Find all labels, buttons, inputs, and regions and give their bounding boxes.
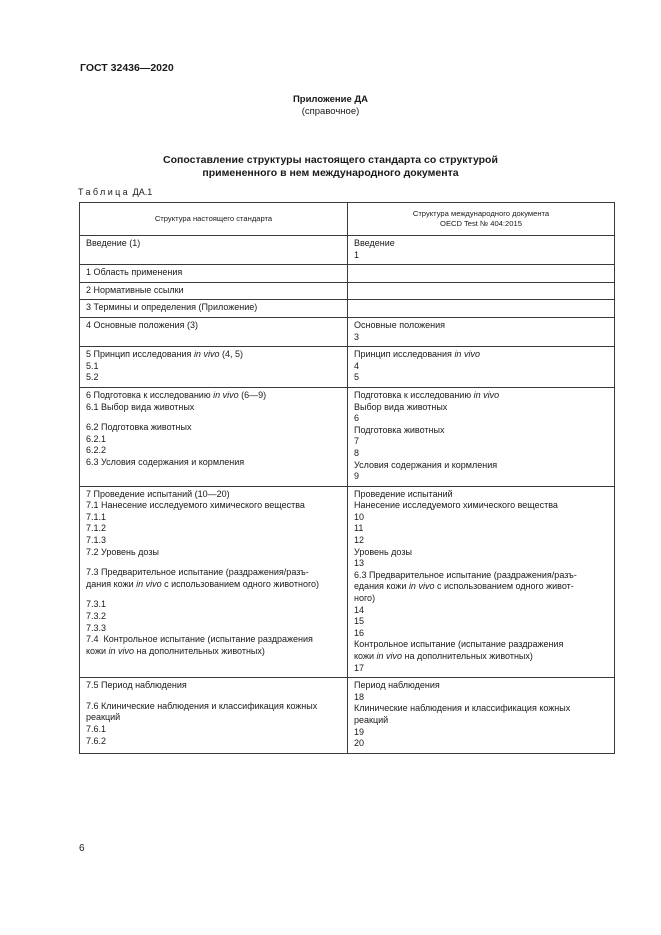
cell-line [354, 361, 608, 373]
table-caption-prefix: Таблица [78, 187, 131, 197]
cell-text: 7.6 Клинические наблюдения и классификация кожных [86, 700, 318, 711]
cell-line [354, 535, 608, 547]
cell-text: 7.6.2 [86, 735, 107, 746]
cell-text: 7.1.3 [86, 535, 107, 546]
cell-line [86, 680, 341, 692]
cell-text: 10 [354, 511, 365, 522]
cell-line [86, 238, 341, 250]
cell-line [86, 267, 341, 279]
cell-text: реакций [354, 714, 389, 725]
cell-text: 8 [354, 447, 360, 458]
cell-text: 6 [354, 413, 360, 424]
cell-line [86, 579, 341, 591]
cell-line [354, 570, 608, 582]
cell-international-structure [348, 265, 615, 283]
table-row [80, 678, 615, 754]
cell-line [354, 448, 608, 460]
cell-text: 5.2 [86, 372, 99, 383]
cell-standard-structure [80, 282, 348, 300]
cell-international-structure [348, 282, 615, 300]
cell-text: 17 [354, 662, 365, 673]
cell-text: Введение [354, 238, 395, 248]
cell-text: кожи [86, 645, 109, 656]
cell-text: Контрольное испытание (испытание раздражения [354, 639, 564, 650]
cell-text: на дополнительных животных) [134, 645, 265, 656]
cell-text: 14 [354, 604, 365, 615]
appendix-title: Приложение ДА [292, 94, 369, 105]
document-title-line-2: примененного в нем международного документа [202, 167, 459, 179]
appendix-subtitle: (справочное) [301, 106, 360, 117]
cell-line [354, 680, 608, 692]
cell-line [354, 349, 608, 361]
table-row [80, 387, 615, 486]
cell-text: 5 [354, 372, 360, 383]
cell-line [86, 390, 341, 402]
cell-text: 7.3.3 [86, 622, 107, 633]
cell-text: 2 Нормативные ссылки [86, 284, 184, 295]
cell-line [86, 361, 341, 373]
line-spacer [86, 692, 341, 701]
cell-international-structure [348, 347, 615, 388]
cell-line [354, 436, 608, 448]
column-header-international-line-2: OECD Test № 404:2015 [440, 218, 522, 228]
table-row [80, 265, 615, 283]
cell-line [354, 547, 608, 559]
cell-line [354, 628, 608, 640]
cell-text: 6.2 Подготовка животных [86, 422, 192, 433]
cell-text: 7.4 Контрольное испытание (испытание раздражения [86, 634, 313, 645]
document-title-line-1: Сопоставление структуры настоящего стандарта со структурой [163, 154, 498, 166]
cell-text: 7.1.2 [86, 523, 107, 534]
cell-line [354, 238, 608, 250]
cell-line [86, 302, 341, 314]
cell-text: 6.1 Выбор вида животных [86, 401, 195, 412]
cell-text: 12 [354, 535, 365, 546]
cell-text: Подготовка животных [354, 424, 445, 435]
cell-text: Принцип исследования [354, 349, 455, 360]
cell-line [86, 349, 341, 361]
table-caption-id: ДА.1 [132, 187, 153, 197]
cell-line [86, 457, 341, 469]
cell-text: 13 [354, 558, 365, 569]
cell-text: Период наблюдения [354, 680, 440, 691]
italic-term: in vivo [376, 651, 403, 661]
cell-text: 18 [354, 691, 365, 702]
cell-international-structure [348, 236, 615, 265]
cell-text: 4 [354, 360, 360, 371]
cell-line [86, 512, 341, 524]
cell-line [354, 651, 608, 663]
cell-text: на дополнительных животных) [402, 651, 533, 661]
cell-text: кожи [354, 651, 377, 661]
cell-standard-structure [80, 486, 348, 678]
cell-line [86, 567, 341, 579]
cell-text: 7.3.2 [86, 611, 107, 622]
line-spacer [86, 590, 341, 599]
table-row [80, 347, 615, 388]
line-spacer [86, 558, 341, 567]
cell-text: 11 [354, 523, 364, 534]
cell-text: с использованием одного живот- [434, 581, 574, 592]
cell-international-structure [348, 387, 615, 486]
appendix-heading [0, 94, 661, 118]
cell-line [86, 422, 341, 434]
cell-text: Выбор вида животных [354, 401, 448, 412]
cell-text: Нанесение исследуемого химического вещества [354, 500, 558, 511]
cell-text: 7.5 Период наблюдения [86, 680, 187, 691]
cell-line [86, 611, 341, 623]
cell-text: 7.1.1 [86, 511, 107, 522]
cell-text: 6.3 Условия содержания и кормления [86, 456, 245, 467]
table-row [80, 317, 615, 346]
cell-text: 7.3 Предварительное испытание (раздражения/разъ- [86, 567, 309, 578]
cell-line [86, 489, 341, 501]
cell-line [354, 413, 608, 425]
cell-text: 6.2.1 [86, 433, 107, 444]
table-row [80, 486, 615, 678]
cell-line [354, 616, 608, 628]
cell-line [354, 581, 608, 593]
cell-line [86, 372, 341, 384]
table-row [80, 282, 615, 300]
cell-text: 6.2.2 [86, 445, 107, 456]
table-row [80, 300, 615, 318]
cell-line [354, 738, 608, 750]
cell-line [354, 320, 608, 332]
cell-text: 3 [354, 331, 360, 342]
cell-line [354, 425, 608, 437]
cell-text: едания кожи [354, 581, 409, 592]
cell-line [354, 727, 608, 739]
cell-text: 6.3 Предварительное испытание (раздражения/разъ- [354, 569, 577, 580]
cell-line [354, 390, 608, 402]
standard-number: ГОСТ 32436—2020 [80, 62, 174, 74]
italic-term: in vivo [108, 645, 135, 656]
cell-line [354, 332, 608, 344]
cell-text: реакций [86, 712, 121, 723]
table-row [80, 236, 615, 265]
cell-line [354, 250, 608, 262]
cell-text: Подготовка к исследованию [354, 389, 474, 400]
cell-international-structure [348, 300, 615, 318]
cell-text: 15 [354, 616, 365, 627]
cell-text: 7.1 Нанесение исследуемого химического вещества [86, 500, 305, 511]
cell-text: 6 Подготовка к исследованию [86, 389, 214, 400]
italic-term: in vivo [408, 581, 435, 592]
cell-standard-structure [80, 347, 348, 388]
cell-text: Введение (1) [86, 238, 141, 248]
cell-international-structure [348, 678, 615, 754]
cell-text: 5.1 [86, 360, 99, 371]
cell-line [86, 623, 341, 635]
cell-text: (4, 5) [219, 349, 243, 360]
cell-line [86, 599, 341, 611]
cell-line [86, 712, 341, 724]
cell-text: ного) [354, 593, 376, 604]
cell-text: 7.2 Уровень дозы [86, 546, 159, 557]
cell-line [354, 692, 608, 704]
line-spacer [86, 413, 341, 422]
column-header-standard [80, 203, 348, 236]
cell-text: 1 [354, 249, 360, 260]
cell-line [354, 460, 608, 472]
cell-text: с использованием одного животного) [161, 578, 320, 589]
cell-text: 1 Область применения [86, 267, 183, 278]
cell-line [354, 593, 608, 605]
cell-text: (6—9) [238, 389, 267, 400]
cell-line [86, 445, 341, 457]
table-header-row [80, 203, 615, 236]
italic-term: in vivo [136, 578, 162, 589]
cell-text: 7.3.1 [86, 599, 107, 610]
cell-line [86, 535, 341, 547]
cell-line [86, 724, 341, 736]
cell-line [86, 646, 341, 658]
cell-line [354, 663, 608, 675]
italic-term: in vivo [213, 389, 239, 400]
cell-international-structure [348, 486, 615, 678]
cell-text: 4 Основные положения (3) [86, 319, 199, 330]
cell-text: Уровень дозы [354, 546, 412, 557]
column-header-international-line-1: Структура международного документа [412, 208, 550, 218]
cell-standard-structure [80, 236, 348, 265]
cell-text: Основные положения [354, 319, 446, 330]
cell-standard-structure [80, 387, 348, 486]
cell-text: Условия содержания и кормления [354, 459, 498, 470]
cell-line [354, 639, 608, 651]
cell-standard-structure [80, 317, 348, 346]
cell-text: 19 [354, 726, 365, 737]
italic-term: in vivo [473, 389, 500, 400]
cell-line [354, 715, 608, 727]
italic-term: in vivo [193, 349, 220, 360]
cell-line [354, 500, 608, 512]
cell-text: 16 [354, 627, 365, 638]
cell-standard-structure [80, 678, 348, 754]
cell-line [354, 512, 608, 524]
cell-text: 7 [354, 436, 360, 447]
cell-line [354, 523, 608, 535]
cell-line [354, 402, 608, 414]
cell-line [354, 703, 608, 715]
cell-text: 5 Принцип исследования [86, 349, 194, 360]
document-title [0, 154, 661, 180]
cell-line [86, 523, 341, 535]
cell-text: Клинические наблюдения и классификация кожных [354, 703, 571, 714]
cell-international-structure [348, 317, 615, 346]
cell-line [86, 547, 341, 559]
cell-text: 7 Проведение испытаний (10—20) [86, 488, 230, 499]
cell-line [354, 489, 608, 501]
cell-line [354, 605, 608, 617]
cell-line [86, 320, 341, 332]
cell-standard-structure [80, 265, 348, 283]
cell-line [86, 402, 341, 414]
cell-standard-structure [80, 300, 348, 318]
page-number: 6 [79, 843, 85, 854]
cell-line [86, 736, 341, 748]
cell-line [86, 500, 341, 512]
cell-text: дания кожи [86, 578, 137, 589]
cell-line [86, 285, 341, 297]
cell-text: Проведение испытаний [354, 488, 453, 499]
cell-line [354, 471, 608, 483]
cell-line [354, 558, 608, 570]
cell-line [86, 701, 341, 713]
cell-text: 7.6.1 [86, 723, 107, 734]
cell-line [354, 372, 608, 384]
column-header-standard-label: Структура настоящего стандарта [154, 213, 273, 223]
italic-term: in vivo [454, 349, 480, 360]
table-caption [78, 187, 152, 197]
cell-text: 20 [354, 738, 365, 749]
cell-line [86, 434, 341, 446]
comparison-table [79, 202, 615, 754]
cell-text: 3 Термины и определения (Приложение) [86, 302, 258, 313]
cell-text: 9 [354, 471, 360, 482]
cell-line [86, 634, 341, 646]
column-header-international [348, 203, 615, 236]
